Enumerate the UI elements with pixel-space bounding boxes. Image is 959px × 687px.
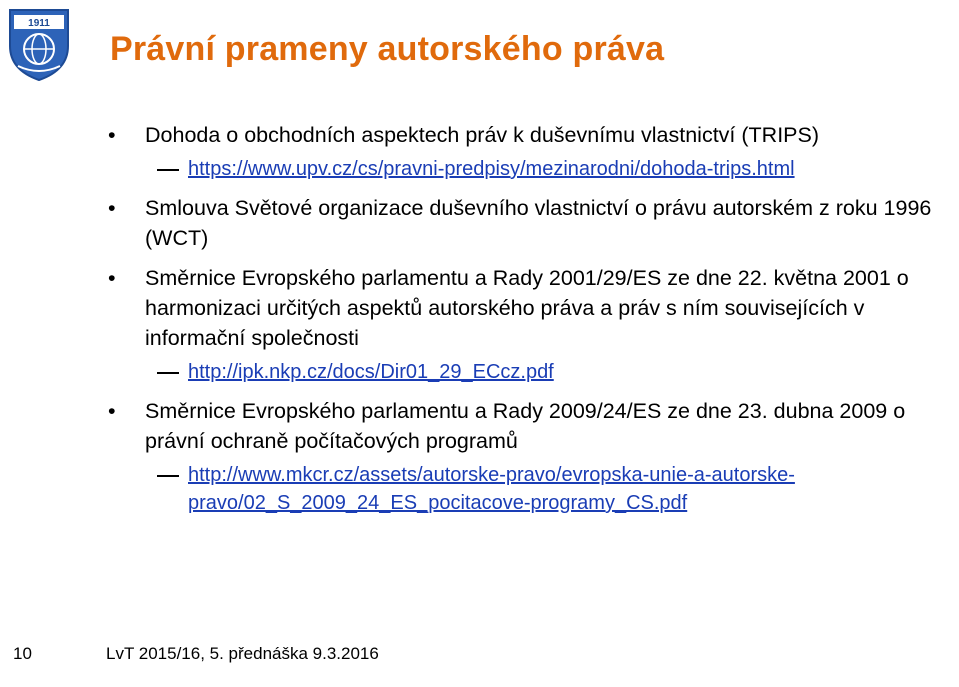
list-item: • Dohoda o obchodních aspektech práv k duševnímu vlastnictví (TRIPS) bbox=[108, 120, 938, 150]
slide-title: Právní prameny autorského práva bbox=[110, 30, 665, 68]
list-item: • Směrnice Evropského parlamentu a Rady 2009/24/ES ze dne 23. dubna 2009 o právní ochraně počítačových programů bbox=[108, 396, 938, 456]
link[interactable]: https://www.upv.cz/cs/pravni-predpisy/mezinarodni/dohoda-trips.html bbox=[188, 158, 795, 180]
list-item: • Smlouva Světové organizace duševního vlastnictví o právu autorském z roku 1996 (WCT) bbox=[108, 193, 938, 253]
page-number: 10 bbox=[13, 644, 32, 663]
footer-text: LvT 2015/16, 5. přednáška 9.3.2016 bbox=[106, 644, 379, 663]
university-logo bbox=[6, 6, 72, 82]
list-item: • Směrnice Evropského parlamentu a Rady 2001/29/ES ze dne 22. května 2001 o harmonizaci určitých aspektů autorského práva a práv s ním souvisejících v informační společnosti bbox=[108, 263, 938, 353]
link-item bbox=[108, 461, 938, 517]
slide-footer bbox=[0, 639, 959, 669]
slide-content bbox=[108, 120, 938, 517]
link-item bbox=[108, 155, 938, 183]
link[interactable]: http://www.mkcr.cz/assets/autorske-pravo/evropska-unie-a-autorske-pravo/02_S_2009_24_ES_pocitacove-programy_CS.pdf bbox=[188, 464, 795, 514]
link-item bbox=[108, 358, 938, 386]
university-crest-icon bbox=[6, 6, 72, 82]
logo-year: 1911 bbox=[28, 18, 50, 29]
link[interactable]: http://ipk.nkp.cz/docs/Dir01_29_ECcz.pdf bbox=[188, 361, 554, 383]
